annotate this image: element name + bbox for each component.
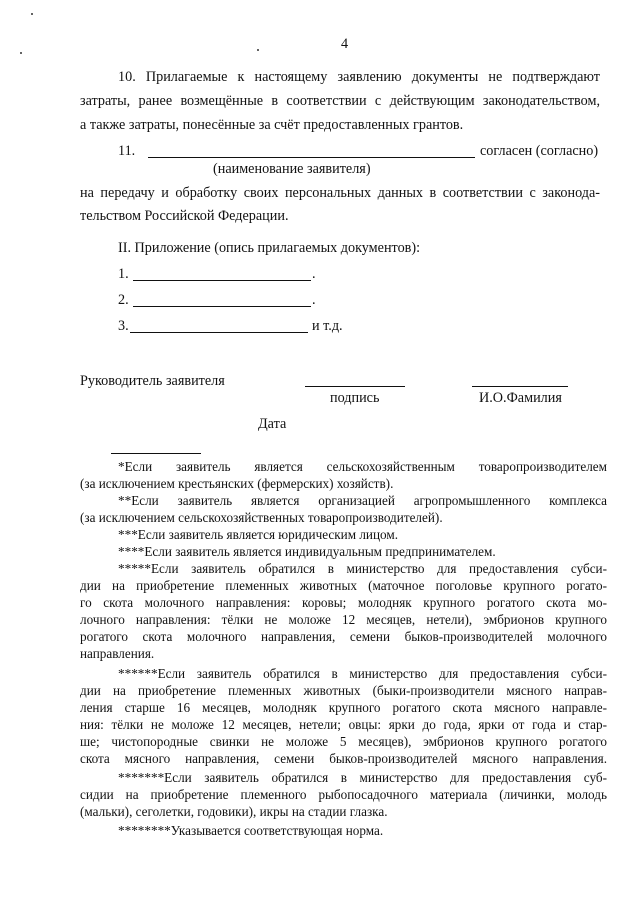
footnote-5-line5: рогатого скота молочного направления, семени быков-производителей молочного xyxy=(80,629,607,644)
footnote-6-line1: ******Если заявитель обратился в министерство для предоставления субси- xyxy=(118,666,607,681)
applicant-name-field[interactable] xyxy=(148,157,475,158)
appendix-heading: II. Приложение (опись прилагаемых документов): xyxy=(118,240,421,256)
footnote-5-line6: направления. xyxy=(80,646,155,661)
item11-consent: согласен (согласно) xyxy=(480,143,599,159)
full-name-caption: И.О.Фамилия xyxy=(479,390,562,406)
appendix-item-field[interactable] xyxy=(130,332,308,333)
item11-line2: тельством Российской Федерации. xyxy=(80,208,289,224)
date-label: Дата xyxy=(258,416,287,432)
appendix-item-suffix: . xyxy=(312,266,316,282)
scan-speck xyxy=(31,13,33,15)
appendix-item-suffix: и т.д. xyxy=(312,318,343,334)
page-number: 4 xyxy=(341,36,349,52)
signature-field[interactable] xyxy=(305,386,405,387)
footnote-3: ***Если заявитель является юридическим лицом. xyxy=(118,527,399,542)
footnote-6-line2: дии на приобретение племенных животных (быки-производители мясного направ- xyxy=(80,683,607,698)
footnote-5-line3: го скота молочного направления: коровы; молодняк крупного рогатого скота мо- xyxy=(80,595,607,610)
appendix-item-number: 1. xyxy=(118,266,129,282)
applicant-name-caption: (наименование заявителя) xyxy=(213,161,371,177)
footnote-6-line3: ления старше 16 месяцев, молодняк крупного рогатого скота мясного направле- xyxy=(80,700,607,715)
item10-line1: 10. Прилагаемые к настоящему заявлению документы не подтверждают xyxy=(118,69,600,85)
footnote-2-line2: (за исключением сельскохозяйственных товаропроизводителей). xyxy=(80,510,443,525)
footnote-2-line1: **Если заявитель является организацией агропромышленного комплекса xyxy=(118,493,607,508)
footnote-7-line1: *******Если заявитель обратился в министерство для предоставления суб- xyxy=(118,770,607,785)
footnote-1-line1: *Если заявитель является сельскохозяйственным товаропроизводителем xyxy=(118,459,607,474)
footnote-separator xyxy=(111,453,201,454)
footnote-7-line3: (мальки), сеголетки, годовики), икры на стадии глазка. xyxy=(80,804,388,819)
footnote-4: ****Если заявитель является индивидуальным предпринимателем. xyxy=(118,544,496,559)
item10-line2: затраты, ранее возмещённые в соответствии с действующим законодательством, xyxy=(80,93,600,109)
scan-speck xyxy=(20,52,22,54)
full-name-field[interactable] xyxy=(472,386,568,387)
appendix-item-suffix: . xyxy=(312,292,316,308)
appendix-item-number: 2. xyxy=(118,292,129,308)
item11-number: 11. xyxy=(118,143,136,159)
item11-line1: на передачу и обработку своих персональных данных в соответствии с законода- xyxy=(80,185,600,201)
footnote-6-line6: скота мясного направления, семени быков-производителей мясного направления. xyxy=(80,751,607,766)
head-of-applicant-label: Руководитель заявителя xyxy=(80,373,225,389)
item10-line3: а также затраты, понесённые за счёт предоставленных грантов. xyxy=(80,117,464,133)
footnote-5-line1: *****Если заявитель обратился в министерство для предоставления субси- xyxy=(118,561,607,576)
footnote-6-line5: ше; чистопородные свинки не моложе 5 месяцев), эмбрионов крупного рогатого xyxy=(80,734,607,749)
appendix-item-field[interactable] xyxy=(133,306,311,307)
scan-speck xyxy=(257,49,259,51)
footnote-6-line4: ния: тёлки не моложе 12 месяцев, нетели; овцы: ярки до года, ярки от года и стар- xyxy=(80,717,607,732)
footnote-5-line2: дии на приобретение племенных животных (маточное поголовье крупного рогато- xyxy=(80,578,607,593)
appendix-item-number: 3. xyxy=(118,318,129,334)
footnote-1-line2: (за исключением крестьянских (фермерских) хозяйств). xyxy=(80,476,394,491)
appendix-item-field[interactable] xyxy=(133,280,311,281)
footnote-8: ********Указывается соответствующая норма. xyxy=(118,823,384,838)
signature-caption: подпись xyxy=(330,390,380,406)
footnote-7-line2: сидии на приобретение племенного рыбопосадочного материала (личинки, молодь xyxy=(80,787,607,802)
footnote-5-line4: лочного направления: тёлки не моложе 12 месяцев, нетели), эмбрионов крупного xyxy=(80,612,607,627)
